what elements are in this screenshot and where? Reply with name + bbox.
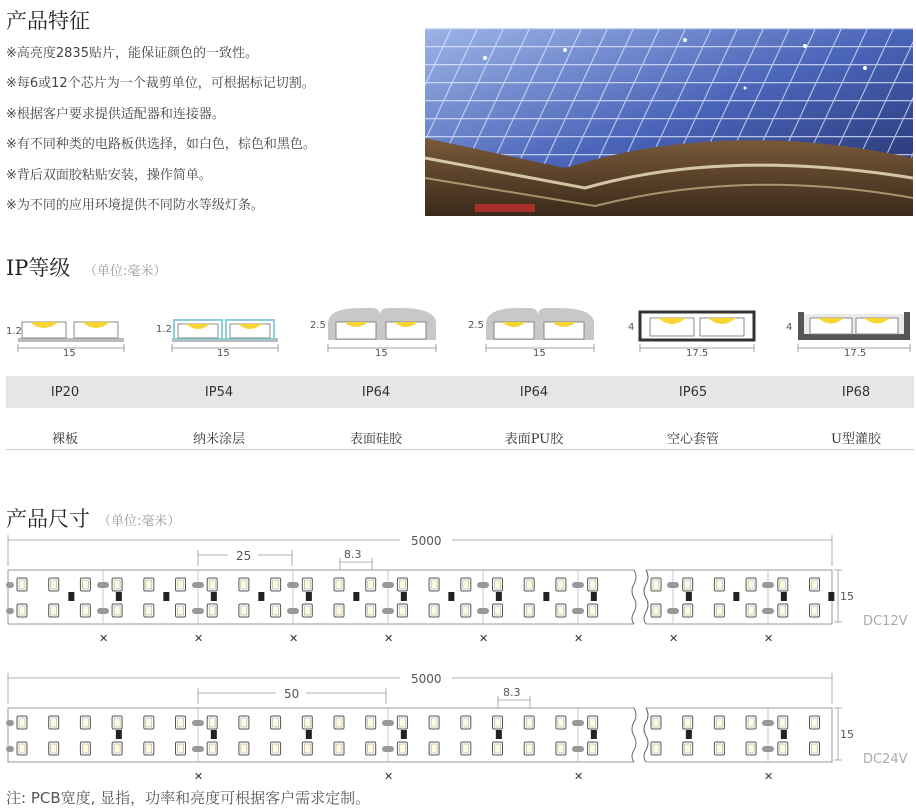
ip64p-width-label: 15 [533, 348, 546, 359]
ip-name: 表面硅胶 [349, 432, 402, 447]
led-chip-core [463, 606, 469, 615]
led-chip-core [685, 580, 691, 589]
led-chip-core [209, 606, 215, 615]
strip-segment-label: 25 [236, 549, 252, 563]
led-chip-core [146, 580, 152, 589]
led-chip-core [146, 718, 152, 727]
solder-pad [667, 608, 679, 614]
led-chip-core [114, 718, 120, 727]
led-chip-core [716, 718, 722, 727]
solder-pad [572, 608, 584, 614]
ip-code: IP64 [519, 385, 549, 400]
led-chip-core [685, 718, 691, 727]
resistor [401, 730, 407, 739]
led-chip-core [558, 606, 564, 615]
led-chip-core [399, 718, 405, 727]
feature-item: ※背后双面胶粘贴安装，操作简单。 [6, 168, 212, 183]
led-chip-core [526, 580, 532, 589]
led-chip-core [431, 606, 437, 615]
led-chip-core [526, 718, 532, 727]
solder-pad [382, 608, 394, 614]
led-chip-core [812, 718, 818, 727]
led-chip-core [336, 606, 342, 615]
led-chip-core [209, 580, 215, 589]
led-chip-core [590, 606, 596, 615]
solder-pad [667, 582, 679, 588]
led-chip-core [241, 744, 247, 753]
ip-code: IP65 [678, 385, 708, 400]
led-chip-core [780, 718, 786, 727]
strip-pitch-label: 8.3 [503, 686, 521, 699]
resistor [828, 592, 834, 601]
strip-pitch-label: 8.3 [344, 548, 362, 561]
led-chip-core [241, 718, 247, 727]
led-chip-core [590, 580, 596, 589]
led-chip-core [495, 606, 501, 615]
led-chip-core [463, 580, 469, 589]
led-chip-core [304, 580, 310, 589]
led-chip-core [51, 580, 57, 589]
resistor [591, 592, 597, 601]
strip-segment-label: 50 [284, 687, 300, 701]
led-chip-core [399, 580, 405, 589]
ip-name: 纳米涂层 [192, 432, 245, 447]
led-chip-core [114, 606, 120, 615]
strip-drawing-24v [0, 668, 916, 783]
cut-mark: ✕ [574, 632, 584, 645]
led-chip-core [558, 718, 564, 727]
solder-pad [762, 720, 774, 726]
led-chip-core [368, 744, 374, 753]
resistor [401, 592, 407, 601]
led-chip-core [273, 718, 279, 727]
ip64-silicone-profile [328, 308, 436, 352]
strip-width-label: 15 [840, 590, 854, 603]
ip68-height-label: 4 [786, 322, 793, 333]
solder-pad [6, 720, 14, 726]
led-chip-core [716, 606, 722, 615]
led-chip-core [495, 718, 501, 727]
led-chip-core [526, 744, 532, 753]
solder-pad [572, 746, 584, 752]
ip-title: IP等级 [6, 256, 71, 280]
led-chip-core [82, 718, 88, 727]
ip-name: 空心套管 [666, 432, 719, 447]
ip64s-width-label: 15 [375, 348, 388, 359]
led-chip-core [368, 718, 374, 727]
led-chip-core [812, 744, 818, 753]
solder-pad [382, 746, 394, 752]
led-chip-core [653, 718, 659, 727]
resistor [163, 592, 169, 601]
led-chip-core [146, 606, 152, 615]
resistor [306, 730, 312, 739]
led-chip-core [431, 580, 437, 589]
led-chip-core [336, 580, 342, 589]
solder-pad [287, 582, 299, 588]
led-chip-core [463, 744, 469, 753]
led-chip-core [558, 744, 564, 753]
led-chip-core [495, 744, 501, 753]
resistor [496, 592, 502, 601]
led-chip-core [368, 606, 374, 615]
resistor [68, 592, 74, 601]
led-chip-core [780, 580, 786, 589]
led-chip-core [336, 744, 342, 753]
strip-width-label: 15 [840, 728, 854, 741]
led-chip-core [209, 744, 215, 753]
cut-mark: ✕ [764, 632, 774, 645]
led-chip-core [558, 580, 564, 589]
led-chip-core [209, 718, 215, 727]
ip54-width-label: 15 [217, 348, 230, 359]
ip-table-divider [6, 449, 914, 450]
feature-item: ※根据客户要求提供适配器和连接器。 [6, 107, 225, 122]
solder-pad [192, 608, 204, 614]
ip-name: 裸板 [51, 432, 78, 447]
ip-profiles-drawing [0, 300, 916, 362]
led-chip-core [336, 718, 342, 727]
led-chip-core [82, 606, 88, 615]
cut-mark: ✕ [764, 770, 774, 783]
led-chip-core [114, 744, 120, 753]
led-chip-core [82, 580, 88, 589]
led-chip-core [653, 580, 659, 589]
led-chip-core [590, 718, 596, 727]
led-chip-core [399, 744, 405, 753]
solder-pad [6, 608, 14, 614]
resistor [686, 592, 692, 601]
size-unit: （单位:毫米） [98, 514, 181, 529]
solder-pad [6, 746, 14, 752]
ip-unit: （单位:毫米） [84, 264, 167, 279]
led-chip-core [51, 606, 57, 615]
features-title: 产品特征 [6, 9, 90, 33]
cut-mark: ✕ [384, 770, 394, 783]
ip54-height-label: 1.2 [156, 324, 172, 335]
solder-pad [97, 582, 109, 588]
cut-mark: ✕ [99, 632, 109, 645]
led-chip-core [780, 606, 786, 615]
led-chip-core [653, 606, 659, 615]
led-chip-core [146, 744, 152, 753]
ip64p-height-label: 2.5 [468, 320, 484, 331]
cut-mark: ✕ [669, 632, 679, 645]
size-note: 注: PCB宽度, 显指，功率和亮度可根据客户需求定制。 [6, 789, 371, 807]
strip-length-label: 5000 [411, 534, 442, 548]
led-chip-core [748, 744, 754, 753]
solder-pad [192, 582, 204, 588]
resistor [496, 730, 502, 739]
led-chip-core [273, 580, 279, 589]
led-chip-core [716, 580, 722, 589]
resistor [781, 730, 787, 739]
ip-code: IP54 [204, 385, 234, 400]
solder-pad [287, 608, 299, 614]
resistor [211, 730, 217, 739]
strip-drawing-12v [0, 530, 916, 645]
ip20-width-label: 15 [63, 348, 76, 359]
led-chip-core [19, 744, 25, 753]
solder-pad [762, 582, 774, 588]
led-chip-core [19, 606, 25, 615]
led-chip-core [273, 606, 279, 615]
strip-length-label: 5000 [411, 672, 442, 686]
resistor [591, 730, 597, 739]
ip-code: IP64 [361, 385, 391, 400]
cut-mark: ✕ [574, 770, 584, 783]
size-title: 产品尺寸 [6, 507, 90, 531]
led-chip-core [780, 744, 786, 753]
cut-mark: ✕ [384, 632, 394, 645]
solder-pad [97, 608, 109, 614]
led-chip-core [178, 580, 184, 589]
led-chip-core [748, 580, 754, 589]
ip65-width-label: 17.5 [686, 348, 709, 359]
solder-pad [382, 720, 394, 726]
solder-pad [762, 608, 774, 614]
led-chip-core [82, 744, 88, 753]
led-chip-core [748, 606, 754, 615]
ip68-width-label: 17.5 [844, 348, 867, 359]
resistor [306, 592, 312, 601]
ip-code: IP20 [50, 385, 80, 400]
solder-pad [6, 582, 14, 588]
led-chip-core [399, 606, 405, 615]
led-chip-core [19, 718, 25, 727]
led-chip-core [685, 606, 691, 615]
strip-voltage-label: DC12V [863, 614, 908, 629]
led-chip-core [431, 744, 437, 753]
resistor [733, 592, 739, 601]
led-chip-core [178, 744, 184, 753]
ip65-sleeve-profile [640, 312, 754, 352]
feature-item: ※有不同种类的电路板供选择，如白色，棕色和黑色。 [6, 137, 316, 152]
resistor [116, 730, 122, 739]
led-chip-core [51, 744, 57, 753]
led-chip-core [273, 744, 279, 753]
led-chip-core [526, 606, 532, 615]
ip68-ufill-profile [798, 312, 910, 352]
led-chip-core [716, 744, 722, 753]
resistor [686, 730, 692, 739]
led-chip-core [812, 580, 818, 589]
resistor [211, 592, 217, 601]
led-chip-core [748, 718, 754, 727]
solder-pad [477, 582, 489, 588]
resistor [353, 592, 359, 601]
led-chip-core [304, 744, 310, 753]
resistor [781, 592, 787, 601]
led-chip-core [812, 606, 818, 615]
led-chip-core [590, 744, 596, 753]
solder-pad [192, 746, 204, 752]
ip-name: 表面PU胶 [504, 432, 564, 447]
feature-item: ※每6或12个芯片为一个裁剪单位，可根据标记切割。 [6, 76, 315, 91]
led-chip-core [304, 606, 310, 615]
ip64-pu-profile [486, 308, 594, 352]
led-chip-core [19, 580, 25, 589]
led-chip-core [368, 580, 374, 589]
led-chip-core [241, 580, 247, 589]
cut-mark: ✕ [479, 632, 489, 645]
product-application-photo [425, 28, 913, 216]
led-chip-core [495, 580, 501, 589]
led-chip-core [304, 718, 310, 727]
ip-name: U型灌胶 [831, 432, 881, 447]
feature-item: ※为不同的应用环境提供不同防水等级灯条。 [6, 198, 264, 213]
solder-pad [382, 582, 394, 588]
led-chip-core [431, 718, 437, 727]
solder-pad [572, 720, 584, 726]
led-chip-core [178, 606, 184, 615]
led-chip-core [653, 744, 659, 753]
led-chip-core [463, 718, 469, 727]
ip65-height-label: 4 [628, 322, 635, 333]
ip64s-height-label: 2.5 [310, 320, 326, 331]
cut-mark: ✕ [194, 770, 204, 783]
led-chip-core [241, 606, 247, 615]
led-chip-core [51, 718, 57, 727]
ip-code: IP68 [841, 385, 871, 400]
solder-pad [192, 720, 204, 726]
strip-voltage-label: DC24V [863, 752, 908, 767]
cut-mark: ✕ [289, 632, 299, 645]
ip20-height-label: 1.2 [6, 326, 22, 337]
led-chip-core [685, 744, 691, 753]
led-chip-core [114, 580, 120, 589]
cut-mark: ✕ [194, 632, 204, 645]
led-chip-core [178, 718, 184, 727]
solder-pad [477, 608, 489, 614]
resistor [543, 592, 549, 601]
resistor [116, 592, 122, 601]
resistor [258, 592, 264, 601]
solder-pad [572, 582, 584, 588]
solder-pad [762, 746, 774, 752]
feature-item: ※高亮度2835贴片，能保证颜色的一致性。 [6, 46, 258, 61]
resistor [448, 592, 454, 601]
